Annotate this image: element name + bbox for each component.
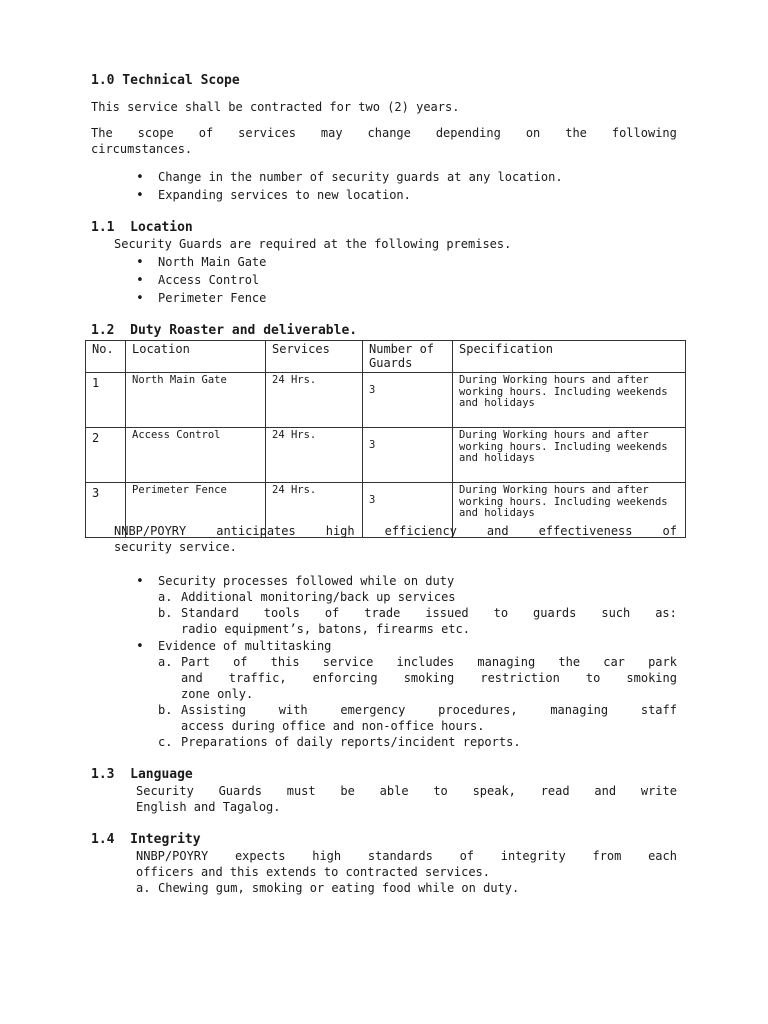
word: and xyxy=(486,524,509,538)
word: managing xyxy=(550,703,609,717)
duty-item-1a: Additional monitoring/back up services xyxy=(181,590,456,604)
list-marker: a. xyxy=(136,881,151,895)
cell-services: 24 Hrs. xyxy=(266,483,363,538)
heading-number: 1.2 xyxy=(91,323,115,338)
scope-paragraph-line2: circumstances. xyxy=(91,142,193,156)
list-marker: b. xyxy=(158,606,173,620)
section-heading-1-2 xyxy=(91,323,357,338)
word: high xyxy=(312,849,342,863)
word: high xyxy=(325,524,355,538)
duty-item-2b-line1 xyxy=(181,703,677,717)
word: read xyxy=(540,784,570,798)
list-marker: a. xyxy=(158,655,173,669)
duty-item-2a-line3: zone only. xyxy=(181,687,254,701)
cell-no: 1 xyxy=(86,373,126,428)
bullet-dot-icon: • xyxy=(136,574,144,589)
location-bullet-3: Perimeter Fence xyxy=(158,291,267,305)
cell-location: Perimeter Fence xyxy=(126,483,266,538)
table-header-row xyxy=(86,341,686,373)
location-bullet-2: Access Control xyxy=(158,273,260,287)
word: and xyxy=(594,784,617,798)
word: Guards xyxy=(218,784,262,798)
duty-item-2a-line2 xyxy=(181,671,677,685)
word: to xyxy=(585,671,601,685)
table-row xyxy=(86,428,686,483)
word: such xyxy=(601,606,631,620)
duty-bullet-1: Security processes followed while on duty xyxy=(158,574,455,588)
duty-bullet-2: Evidence of multitasking xyxy=(158,639,332,653)
word: The xyxy=(91,126,113,140)
word: efficiency xyxy=(384,524,457,538)
word: may xyxy=(320,126,343,140)
word: enforcing xyxy=(312,671,378,685)
word: following xyxy=(611,126,677,140)
word: and xyxy=(181,671,203,685)
section-heading-1-4 xyxy=(91,832,201,847)
cell-location: North Main Gate xyxy=(126,373,266,428)
word: Assisting xyxy=(181,703,247,717)
word: standards xyxy=(367,849,433,863)
duty-item-2c: Preparations of daily reports/incident reports. xyxy=(181,735,521,749)
word: NNBP/POYRY xyxy=(136,849,209,863)
cell-guards: 3 xyxy=(363,428,453,483)
bullet-dot-icon: • xyxy=(136,273,144,288)
list-marker: b. xyxy=(158,703,173,717)
word: of xyxy=(459,849,475,863)
word: traffic, xyxy=(228,671,287,685)
language-line1 xyxy=(136,784,677,798)
word: car xyxy=(603,655,625,669)
contract-duration-text: This service shall be contracted for two (2) years. xyxy=(91,100,460,114)
word: of xyxy=(198,126,214,140)
list-marker: c. xyxy=(158,735,173,749)
word: to xyxy=(433,784,448,798)
bullet-dot-icon: • xyxy=(136,170,144,185)
duty-item-1b-line1 xyxy=(181,606,677,620)
list-marker: a. xyxy=(158,590,173,604)
word: smoking xyxy=(403,671,455,685)
scope-bullet-2: Expanding services to new location. xyxy=(158,188,411,202)
integrity-line2: officers and this extends to contracted services. xyxy=(136,865,491,879)
word: the xyxy=(558,655,581,669)
duty-item-2b-line2: access during office and non-office hours. xyxy=(181,719,485,733)
word: NNBP/POYRY xyxy=(114,524,187,538)
header-guards: Number of Guards xyxy=(363,341,453,373)
word: with xyxy=(278,703,308,717)
word: Standard xyxy=(181,606,239,620)
word: issued xyxy=(425,606,469,620)
word: on xyxy=(525,126,541,140)
bullet-dot-icon: • xyxy=(136,255,144,270)
scope-paragraph-line1 xyxy=(91,126,677,140)
heading-title: Language xyxy=(130,767,193,782)
word: of xyxy=(662,524,677,538)
word: trade xyxy=(364,606,401,620)
cell-specification: During Working hours and after working hours. Including weekends and holidays xyxy=(453,428,686,483)
cell-specification: During Working hours and after working hours. Including weekends and holidays xyxy=(453,483,686,538)
word: change xyxy=(367,126,411,140)
word: from xyxy=(592,849,622,863)
cell-services: 24 Hrs. xyxy=(266,373,363,428)
heading-number: 1.1 xyxy=(91,220,115,235)
word: to xyxy=(493,606,509,620)
cell-location: Access Control xyxy=(126,428,266,483)
heading-number: 1.4 xyxy=(91,832,115,847)
word: service xyxy=(322,655,374,669)
word: Part xyxy=(181,655,210,669)
word: expects xyxy=(234,849,286,863)
cell-guards: 3 xyxy=(363,483,453,538)
duty-item-2a-line1 xyxy=(181,655,677,669)
header-specification: Specification xyxy=(453,341,686,373)
heading-title: Integrity xyxy=(130,832,201,847)
cell-specification: During Working hours and after working hours. Including weekends and holidays xyxy=(453,373,686,428)
word: procedures, xyxy=(438,703,518,717)
duty-item-1b-line2: radio equipment’s, batons, firearms etc. xyxy=(181,622,470,636)
location-bullet-1: North Main Gate xyxy=(158,255,267,269)
word: guards xyxy=(533,606,577,620)
table-row xyxy=(86,373,686,428)
cell-no: 2 xyxy=(86,428,126,483)
word: effectiveness xyxy=(538,524,633,538)
heading-title: Location xyxy=(130,220,193,235)
scope-bullet-1: Change in the number of security guards at any location. xyxy=(158,170,563,184)
word: this xyxy=(270,655,300,669)
location-intro: Security Guards are required at the following premises. xyxy=(114,237,512,251)
word: emergency xyxy=(340,703,406,717)
word: Security xyxy=(136,784,194,798)
word: smoking xyxy=(626,671,677,685)
word: of xyxy=(233,655,248,669)
word: staff xyxy=(640,703,677,717)
word: park xyxy=(648,655,677,669)
bullet-dot-icon: • xyxy=(136,188,144,203)
heading-number: 1.3 xyxy=(91,767,115,782)
word: includes xyxy=(396,655,455,669)
bullet-dot-icon: • xyxy=(136,639,144,654)
heading-title: Duty Roaster and deliverable. xyxy=(130,323,358,338)
word: as: xyxy=(655,606,677,620)
duty-roster-table xyxy=(85,340,686,538)
word: depending xyxy=(435,126,501,140)
header-location: Location xyxy=(126,341,266,373)
word: able xyxy=(379,784,409,798)
word: services xyxy=(238,126,296,140)
section-heading-1-1 xyxy=(91,220,193,235)
cell-no: 3 xyxy=(86,483,126,538)
word: scope xyxy=(137,126,174,140)
word: write xyxy=(640,784,677,798)
word: tools xyxy=(263,606,300,620)
word: speak, xyxy=(472,784,516,798)
language-line2: English and Tagalog. xyxy=(136,800,281,814)
word: anticipates xyxy=(216,524,296,538)
word: the xyxy=(565,126,587,140)
cell-services: 24 Hrs. xyxy=(266,428,363,483)
section-heading-1-3 xyxy=(91,767,193,782)
word: managing xyxy=(477,655,536,669)
cell-guards: 3 xyxy=(363,373,453,428)
header-no: No. xyxy=(86,341,126,373)
word: each xyxy=(648,849,677,863)
word: restriction xyxy=(480,671,560,685)
integrity-item-a: Chewing gum, smoking or eating food while on duty. xyxy=(158,881,520,895)
integrity-line1 xyxy=(136,849,677,863)
word: be xyxy=(340,784,355,798)
word: integrity xyxy=(500,849,566,863)
efficiency-paragraph-line2: security service. xyxy=(114,540,237,554)
header-services: Services xyxy=(266,341,363,373)
word: must xyxy=(286,784,316,798)
section-heading-1-0: 1.0 Technical Scope xyxy=(91,73,240,88)
word: of xyxy=(324,606,340,620)
bullet-dot-icon: • xyxy=(136,291,144,306)
efficiency-paragraph-line1 xyxy=(114,524,677,538)
